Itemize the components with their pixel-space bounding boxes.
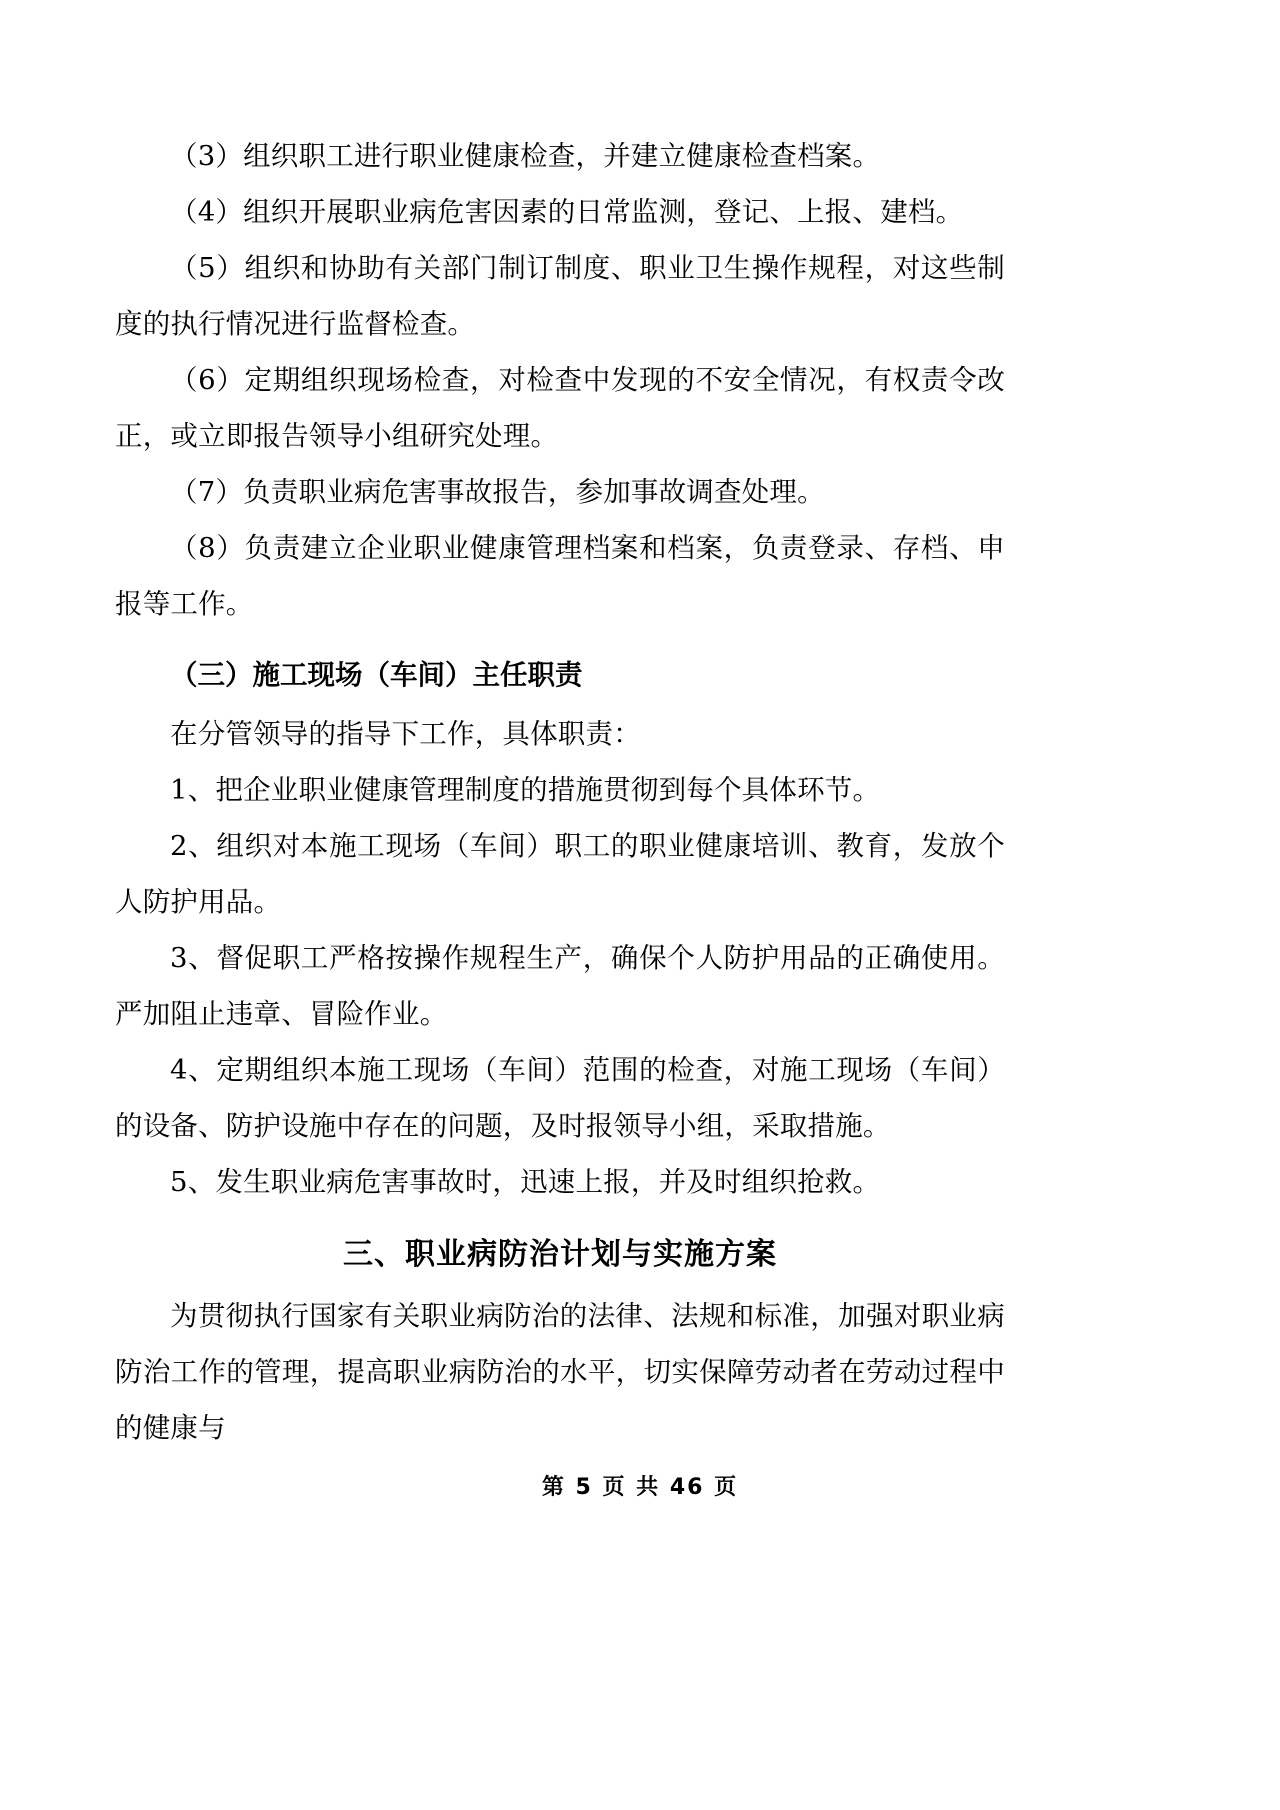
list-item: （3）组织职工进行职业健康检查，并建立健康检查档案。 xyxy=(170,140,881,172)
document-body xyxy=(115,128,1005,1456)
list-item: 1、把企业职业健康管理制度的措施贯彻到每个具体环节。 xyxy=(170,774,881,806)
page-footer: 第 5 页 共 46 页 xyxy=(541,1475,739,1500)
list-item: （7）负责职业病危害事故报告，参加事故调查处理。 xyxy=(170,476,825,508)
list-item: 3、督促职工严格按操作规程生产，确保个人防护用品的正确使用。严加阻止违章、冒险作业。 xyxy=(115,942,1005,1030)
spacer xyxy=(115,632,1005,638)
list-item: 4、定期组织本施工现场（车间）范围的检查，对施工现场（车间）的设备、防护设施中存在的问题，及时报领导小组，采取措施。 xyxy=(115,1054,1005,1142)
list-item: （5）组织和协助有关部门制订制度、职业卫生操作规程，对这些制度的执行情况进行监督检查。 xyxy=(115,252,1005,340)
list-item: （6）定期组织现场检查，对检查中发现的不安全情况，有权责令改正，或立即报告领导小组研究处理。 xyxy=(115,364,1005,452)
list-item: （8）负责建立企业职业健康管理档案和档案，负责登录、存档、申报等工作。 xyxy=(115,532,1005,620)
subsection-heading: （三）施工现场（车间）主任职责 xyxy=(170,659,583,691)
closing-paragraph: 为贯彻执行国家有关职业病防治的法律、法规和标准，加强对职业病防治工作的管理，提高职业病防治的水平，切实保障劳动者在劳动过程中的健康与 xyxy=(115,1300,1005,1444)
section-heading: 三、职业病防治计划与实施方案 xyxy=(343,1237,777,1272)
subsection-intro: 在分管领导的指导下工作，具体职责： xyxy=(170,718,641,750)
list-item: 2、组织对本施工现场（车间）职工的职业健康培训、教育，发放个人防护用品。 xyxy=(115,830,1005,918)
list-item: 5、发生职业病危害事故时，迅速上报，并及时组织抢救。 xyxy=(170,1166,881,1198)
list-item: （4）组织开展职业病危害因素的日常监测，登记、上报、建档。 xyxy=(170,196,964,228)
